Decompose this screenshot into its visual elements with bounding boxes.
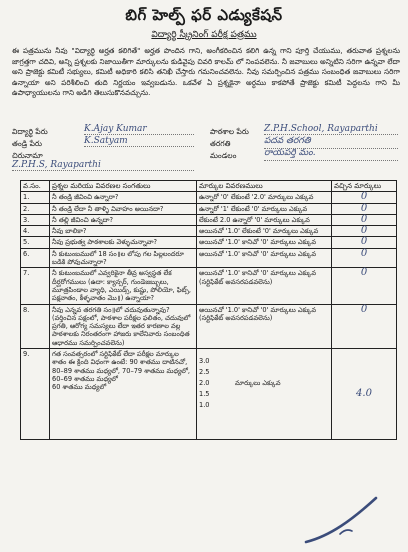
- page-subtitle: విద్యార్థి స్క్రీనింగ్ పరీక్ష పత్రము: [151, 30, 257, 40]
- address-label: చిరునామా: [12, 151, 43, 160]
- row-marks[interactable]: 0: [332, 214, 397, 225]
- table-row: [21, 349, 397, 440]
- header-serial: వ.సం.: [21, 181, 50, 192]
- row-marks[interactable]: 4.0: [332, 349, 397, 440]
- row-number: 4.: [21, 226, 50, 237]
- row-marks[interactable]: 0: [332, 226, 397, 237]
- row-description: ఉన్నారో '0' లేకుంటే '2.0' మార్కులు ఎక్కువ: [197, 192, 332, 203]
- student-name-label: విద్యార్థి పేరు: [12, 127, 48, 136]
- row-number: 8.: [21, 304, 50, 348]
- row-question-text: గత సంవత్సరంలో సర్టిఫికేట్ లేదా పరీక్షల మార్కుల శాతం ఈ క్రింది విధంగా ఉంటే: 90 శాతము దాటినచో, 80–89 శాతము మధ్యలో, 70–79 శాతము మధ్యలో, 60–69 శాతము మధ్యలో: [52, 350, 191, 383]
- row-marks[interactable]: 0: [332, 304, 397, 348]
- table-row: [21, 214, 397, 225]
- score-option: 2.0: [199, 379, 210, 388]
- row-description: అయినచో '1.0' కానిచో '0' మార్కులు ఎక్కువ (సర్టిఫికేట్ అవసరపడవలెను): [197, 304, 332, 348]
- father-name-value[interactable]: K.Satyam: [84, 136, 194, 147]
- header-marks-description: మార్కుల వివరణములు: [197, 181, 332, 192]
- row-question: నీ తండ్రి జీవించి ఉన్నారా?: [50, 192, 197, 203]
- row-question: నీ తల్లి జీవించి ఉన్నదా?: [50, 214, 197, 225]
- table-row: [21, 192, 397, 203]
- row-description: అయినచో '1.0' కానిచో '0' మార్కులు ఎక్కువ (సర్టిఫికేట్ అవసరపడవలెను): [197, 268, 332, 304]
- table-row: [21, 203, 397, 214]
- table-row: [21, 226, 397, 237]
- page-title: బిగ్ హెల్ప్ ఫర్ ఎడ్యుకేషన్: [125, 6, 283, 24]
- score-option: 1.0: [199, 401, 210, 410]
- row-number: 1.: [21, 192, 50, 203]
- row-description: అయినచో '1.0' కానిచో '0' మార్కులు ఎక్కువ: [197, 248, 332, 268]
- row-number: 6.: [21, 248, 50, 268]
- row-marks[interactable]: 0: [332, 268, 397, 304]
- score-option: 3.0: [199, 357, 210, 366]
- father-name-label: తండ్రి పేరు: [12, 139, 42, 148]
- row-question: నీవు బాలికా?: [50, 226, 197, 237]
- row-question: నీ కుటుంబములో 18 సం॥ల లోపు గల పిల్లలందరూ బడికి పోవుచున్నారా?: [50, 248, 197, 268]
- intro-paragraph: ఈ పత్రమును నీవు "విద్యార్థి అర్హత కలిగితే" అర్హత పొందిన గాని, అంగీకరించిన కలిగి ఉన్న గాని పూర్తి చేయుము, తరువాత ప్రశ్నలను జాగ్రత్తగా చదివి, అన్ని ప్రశ్నలకు నిజాయితీగా మార్కులను కుడివైపు చివరి కాలమ్ లో నింపవలెను. నీ జవాబులు అన్నిటిని సరిగా ఉన్నవా లేదా అని ప్రాజెక్టు కమిటీ సభ్యులు, కమిటీ అధికారి కలిసి తనిఖీ చేస్తారు గమనించవలెను. నీవు సమర్పించిన పత్రము సంబంధిత జవాబులు సరిగా ఉన్నాయా అని పరిశీలించి తుది నిర్ణయం ఇవ్వబడును. ఒకవేళ ఏ ప్రశ్నకైనా అర్థము కాకపోతే ప్రాజెక్టు కమిటీ పెద్దలను గాని మీ ఉపాధ్యాయులను గాని అడిగి తెలుసుకొనవచ్చును.: [12, 46, 400, 98]
- table-row: [21, 268, 397, 304]
- row-description: అయినచో '1.0' కానిచో '0' మార్కులు ఎక్కువ: [197, 237, 332, 248]
- header-obtained-marks: వచ్చిన మార్కులు: [332, 181, 397, 192]
- row-marks[interactable]: 0: [332, 248, 397, 268]
- percent-line: 60 శాతము మధ్యలో: [52, 383, 107, 392]
- table-row: [21, 304, 397, 348]
- row-number: 3.: [21, 214, 50, 225]
- table-row: [21, 237, 397, 248]
- row-question: నీ కుటుంబములో ఎవ్వరికైనా తీవ్ర అస్వస్థత లేక దీర్ఘరోగములు (ఉదా: క్యాన్సర్, గుండెజబ్బులు, మూత్రపిండాల వ్యాధి, ఎయిడ్స్, కుష్టు, పోలియో, ఫిట్స్, పక్షవాతం, కీళ్ళవాతం మొ॥) ఉన్నాయా?: [50, 268, 197, 304]
- row-number: 5.: [21, 237, 50, 248]
- row-question: నీవు ప్రభుత్వ పాఠశాలకు వెళ్ళుచున్నావా?: [50, 237, 197, 248]
- score-option: 2.5: [199, 368, 210, 377]
- row-number: 7.: [21, 268, 50, 304]
- row-question: నీ తండ్రి లేదా నీ తాళ్ళి వివాహం అయినదా?: [50, 203, 197, 214]
- scores-note: మార్కులు ఎక్కువ: [235, 379, 281, 388]
- row-number: 9.: [21, 349, 50, 440]
- mandal-label: మండలం: [210, 151, 237, 160]
- row-marks[interactable]: 0: [332, 237, 397, 248]
- row-description: లేకుంటే 2.0 ఉన్నారో '0' మార్కులు ఎక్కువ: [197, 214, 332, 225]
- row-description: [197, 349, 332, 440]
- row-marks[interactable]: 0: [332, 203, 397, 214]
- address-value[interactable]: Z.P.H.S, Rayaparthi: [12, 160, 194, 171]
- row-question: నీవు ఎన్నవ తరగతి సం॥లో చదువుతున్నావు? (వర్తించిన పక్షంలో, పాఠశాల పరీక్షల ఫలితం, చదువులో ప్రగతి, ఆరోగ్య సమస్యలు లేదా ఇతర కారణాల వల్ల పాఠశాలకు నిరంతరంగా హాజరు కాలేనివారు సంబంధిత ఆధారము సమర్పించవలెను): [50, 304, 197, 348]
- screening-table: [20, 180, 397, 440]
- school-label: పాఠశాల పేరు: [210, 127, 249, 136]
- signature-mark: [300, 490, 390, 550]
- class-label: తరగతి: [210, 139, 231, 148]
- row-description: ఉన్నారో '1' లేకుంటే '0' మార్కులు ఎక్కువ: [197, 203, 332, 214]
- table-header-row: [21, 181, 397, 192]
- row-marks[interactable]: 0: [332, 192, 397, 203]
- row-question: [50, 349, 197, 440]
- table-row: [21, 248, 397, 268]
- header-question: ప్రశ్నల మరియు వివరణల సంగతులు: [50, 181, 197, 192]
- mandal-value[interactable]: రాయపర్తి మం.: [264, 148, 398, 161]
- student-name-value[interactable]: K.Ajay Kumar: [84, 124, 194, 135]
- score-option: 1.5: [199, 390, 210, 399]
- school-value[interactable]: Z.P.H.School, Rayaparthi: [264, 124, 398, 135]
- class-value[interactable]: పదవ తరగతి: [264, 136, 398, 149]
- row-number: 2.: [21, 203, 50, 214]
- row-description: అయినచో '1.0' లేకుంటే '0' మార్కులు ఎక్కువ: [197, 226, 332, 237]
